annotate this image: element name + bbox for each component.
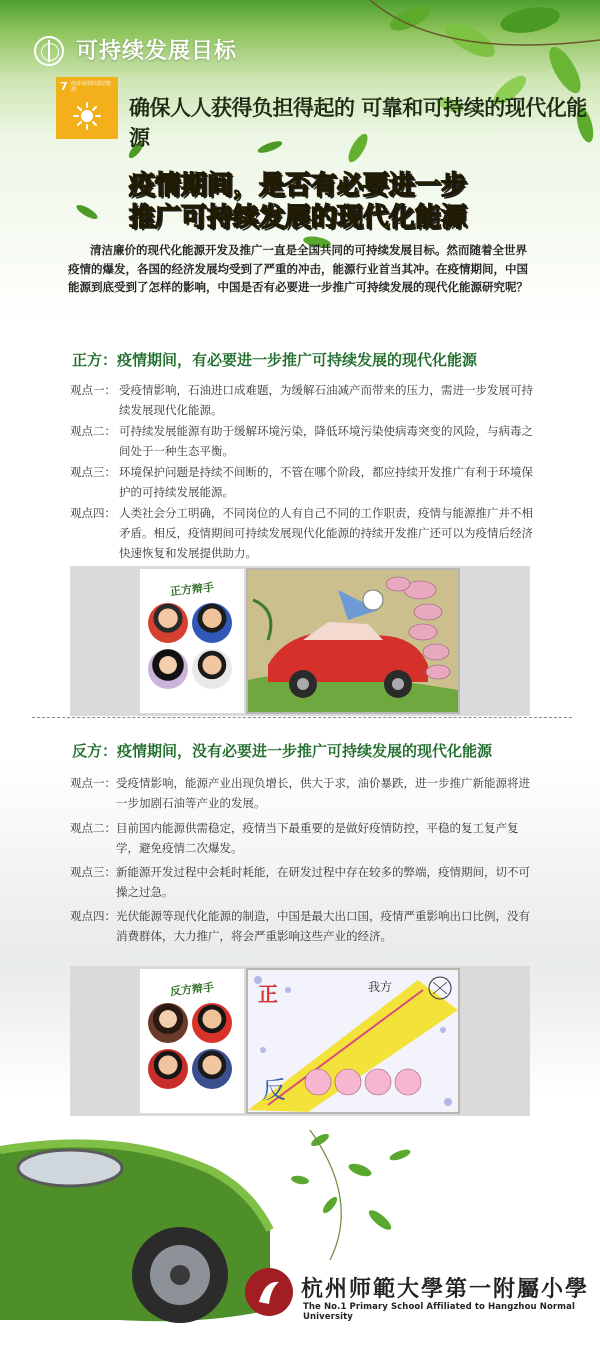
section-divider — [32, 717, 572, 718]
sdg-7-badge — [56, 77, 118, 139]
school-logo — [245, 1268, 293, 1316]
con-team-photo — [140, 969, 244, 1113]
pro-heading: 正方：疫情期间，有必要进一步推广可持续发展的现代化能源 — [72, 351, 478, 369]
main-title: 确保人人获得负担得起的 可靠和可持续的现代化能源 — [129, 95, 587, 150]
sun-icon — [73, 102, 101, 130]
point-label: 观点三： — [70, 865, 116, 879]
point-text: 人类社会分工明确，不同岗位的人有自己不同的工作职责，疫情与能源推广并不相矛盾。相反，疫情期间可持续发展现代化能源的持续开发推广还可以为疫情后经济快速恢复和发展提供助力。 — [119, 506, 533, 560]
point-text: 目前国内能源供需稳定，疫情当下最重要的是做好疫情防控，平稳的复工复产复学，避免疫情二次爆发。 — [116, 821, 519, 855]
avatar — [148, 1003, 188, 1043]
con-heading: 反方：疫情期间，没有必要进一步推广可持续发展的现代化能源 — [72, 742, 493, 760]
poster-label-wofang: 我方 — [368, 980, 393, 994]
point-text: 光伏能源等现代化能源的制造，中国是最大出口国，疫情严重影响出口比例，没有消费群体，大力推广，将会严重影响这些产业的经济。 — [116, 909, 530, 943]
point-label: 观点四： — [70, 506, 116, 520]
con-point-3 — [70, 862, 536, 902]
avatar — [192, 1003, 232, 1043]
con-point-1 — [70, 773, 536, 813]
point-label: 观点四： — [70, 909, 116, 923]
point-label: 观点二： — [70, 821, 116, 835]
topic-line-1: 疫情期间，是否有必要进一步 — [128, 171, 467, 201]
point-label: 观点一： — [70, 776, 116, 790]
avatar — [148, 603, 188, 643]
sdg-label: 经济适用的清洁能源 — [71, 81, 112, 93]
point-label: 观点三： — [70, 465, 116, 479]
pro-point-1 — [70, 380, 536, 420]
con-poster-drawing — [246, 968, 460, 1114]
point-text: 可持续发展能源有助于缓解环境污染，降低环境污染使病毒突变的风险，与病毒之间处于一种生态平衡。 — [119, 424, 533, 458]
pro-point-4 — [70, 503, 536, 563]
avatar — [192, 603, 232, 643]
poster-label-zheng: 正 — [258, 982, 278, 1006]
header-title: 可持续发展目标 — [76, 39, 238, 64]
con-point-2 — [70, 818, 536, 858]
point-text: 受疫情影响，能源产业出现负增长，供大于求，油价暴跌，进一步推广新能源将进一步加剧石油等产业的发展。 — [116, 776, 530, 810]
poster-label-fan: 反 — [262, 1076, 286, 1104]
pro-poster-drawing — [246, 568, 460, 714]
avatar — [192, 649, 232, 689]
team-tag: 正方辩手 — [169, 580, 215, 599]
avatar — [192, 1049, 232, 1089]
point-label: 观点二： — [70, 424, 116, 438]
school-name-zh: 杭州师範大學第一附屬小學 — [301, 1276, 590, 1302]
un-logo-icon — [34, 36, 64, 66]
con-photo-panel — [70, 966, 530, 1116]
leaf-icon — [72, 200, 102, 224]
intro-paragraph: 清洁廉价的现代化能源开发及推广一直是全国共同的可持续发展目标。然而随着全世界疫情的爆发，各国的经济发展均受到了严重的冲击，能源行业首当其冲。在疫情期间，中国能源到底受到了怎样的影响，中国是否有必要进一步推广可持续发展的现代化能源研究呢？ — [68, 243, 528, 294]
con-point-4 — [70, 906, 536, 946]
point-text: 新能源开发过程中会耗时耗能，在研发过程中存在较多的弊端，疫情期间，切不可操之过急。 — [116, 865, 530, 899]
pro-photo-panel — [70, 566, 530, 716]
team-tag: 反方辩手 — [169, 980, 215, 999]
school-emblem-icon — [245, 1268, 293, 1316]
sdg-number: 7 — [60, 80, 68, 93]
school-name-en: The No.1 Primary School Affiliated to Hangzhou Normal University — [303, 1302, 575, 1322]
avatar — [148, 649, 188, 689]
point-label: 观点一： — [70, 383, 116, 397]
pro-point-3 — [70, 462, 536, 502]
topic-title — [128, 170, 468, 234]
point-text: 受疫情影响，石油进口成难题，为缓解石油减产而带来的压力，需进一步发展可持续发展现代化能源。 — [119, 383, 533, 417]
pro-point-2 — [70, 421, 536, 461]
avatar — [148, 1049, 188, 1089]
topic-line-2: 推广可持续发展的现代化能源 — [128, 203, 467, 233]
pro-team-photo — [140, 569, 244, 713]
point-text: 环境保护问题是持续不间断的，不管在哪个阶段，都应持续开发推广有利于环境保护的可持续发展能源。 — [119, 465, 533, 499]
car-drawing-icon — [248, 570, 458, 712]
